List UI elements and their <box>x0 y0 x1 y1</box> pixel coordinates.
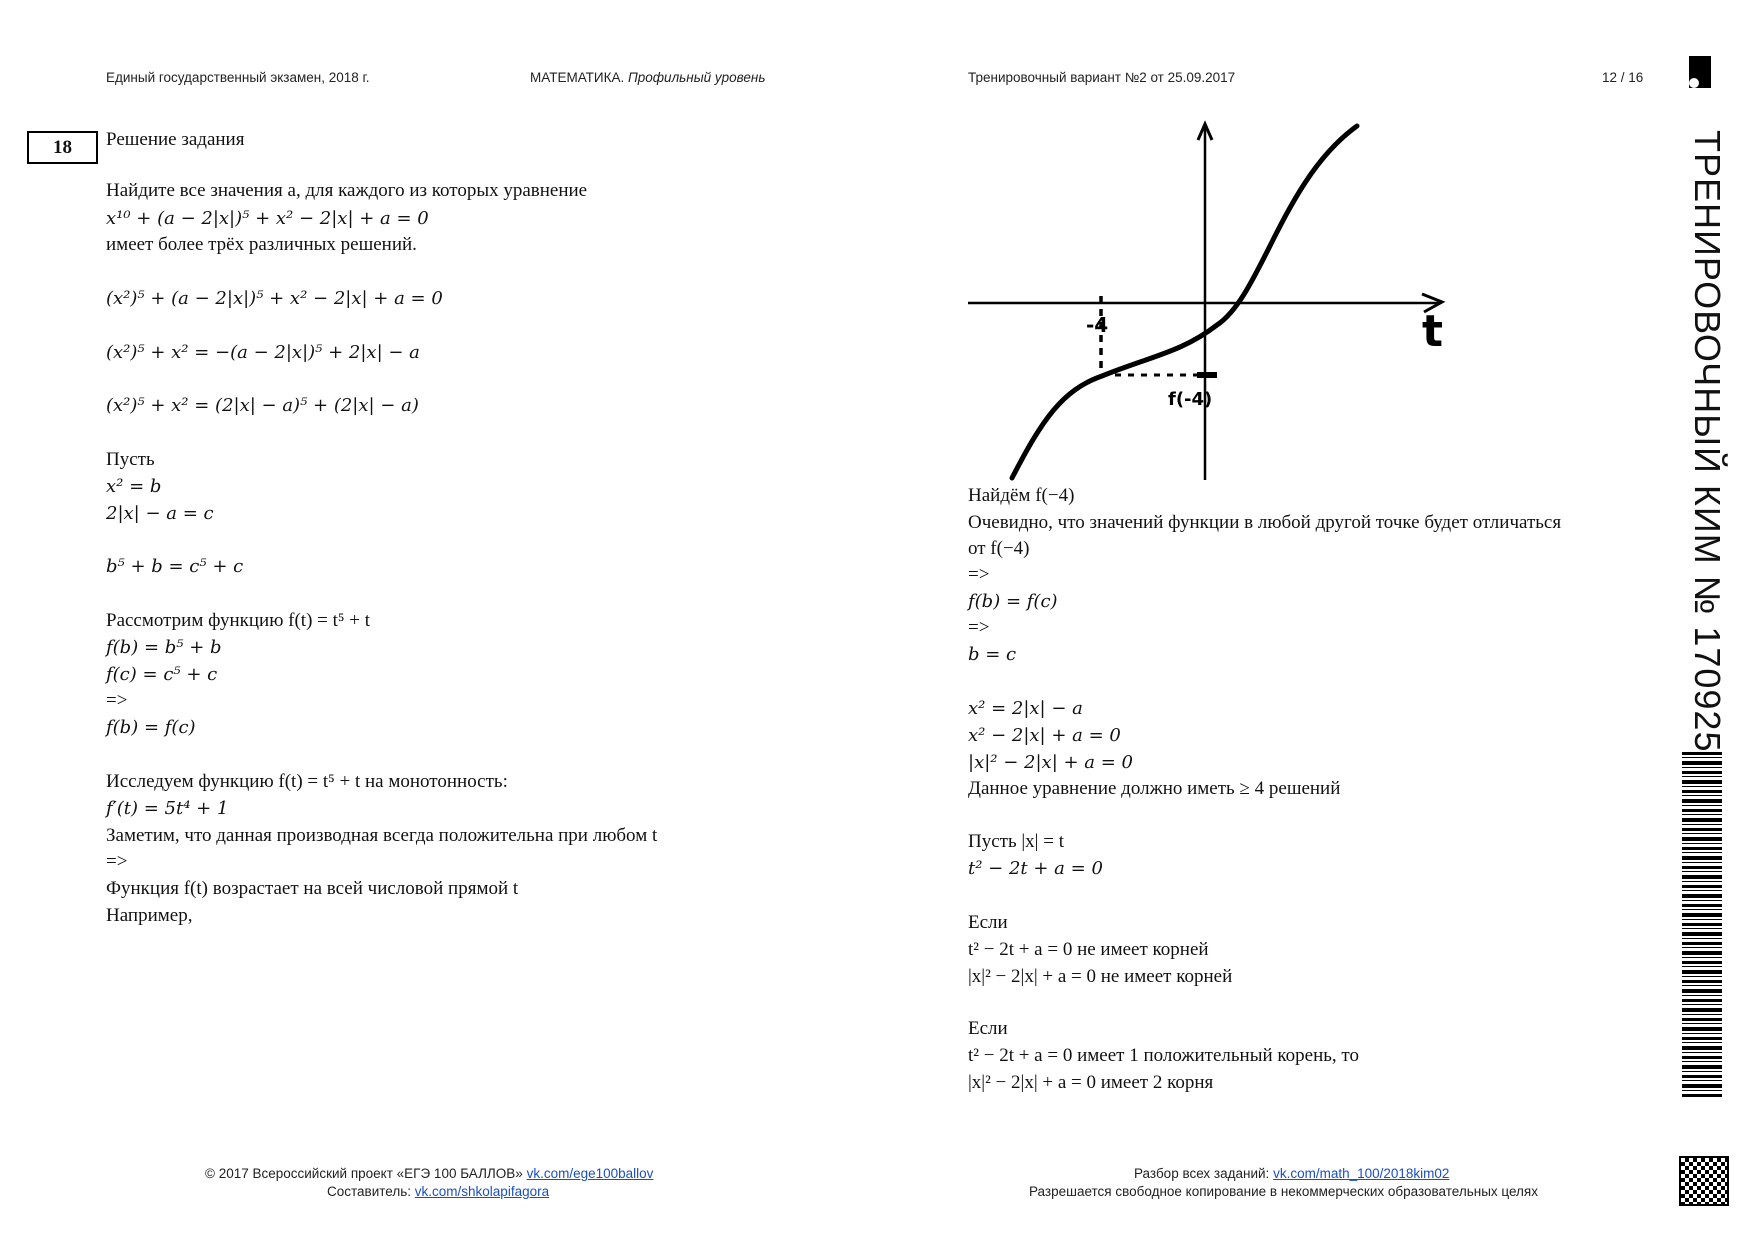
left-line: Найдите все значения a, для каждого из которых уравнение <box>106 180 588 201</box>
right-line: |x|² − 2|x| + a = 0 имеет 2 корня <box>968 1072 1214 1093</box>
left-line: x¹⁰ + (a − 2|x|)⁵ + x² − 2|x| + a = 0 <box>106 208 429 229</box>
left-line: f(b) = b⁵ + b <box>106 637 222 658</box>
header-subject <box>530 70 765 85</box>
left-line: (x²)⁵ + x² = (2|x| − a)⁵ + (2|x| − a) <box>106 395 419 416</box>
barcode-icon <box>1682 752 1722 1098</box>
header-exam: Единый государственный экзамен, 2018 г. <box>106 70 370 85</box>
footer-author-link[interactable]: vk.com/shkolapifagora <box>414 1184 550 1199</box>
left-line: x² = b <box>106 476 162 497</box>
right-line: t² − 2t + a = 0 имеет 1 положительный корень, то <box>968 1045 1359 1066</box>
right-line: Если <box>968 912 1008 933</box>
side-title <box>1687 130 1728 753</box>
left-line: 2|x| − a = c <box>106 503 214 524</box>
left-line: => <box>106 690 128 711</box>
header-level: Профильный уровень <box>627 70 766 85</box>
left-line: Например, <box>106 905 193 926</box>
left-line: Рассмотрим функцию f(t) = t⁵ + t <box>106 610 371 631</box>
tick-label: -4 <box>1086 313 1109 337</box>
footer-author <box>327 1184 549 1199</box>
value-label: f(-4) <box>1168 389 1213 410</box>
left-line: Пусть <box>106 449 155 470</box>
function-graph <box>962 120 1456 485</box>
left-line: имеет более трёх различных решений. <box>106 234 417 255</box>
left-line: (x²)⁵ + x² = −(a − 2|x|)⁵ + 2|x| − a <box>106 342 420 363</box>
header-subject-name: МАТЕМАТИКА. <box>530 70 625 85</box>
footer-copyright-text: © 2017 Всероссийский проект «ЕГЭ 100 БАЛЛОВ» <box>205 1166 523 1181</box>
right-line: Если <box>968 1018 1008 1039</box>
right-line: t² − 2t + a = 0 <box>968 858 1103 879</box>
left-line: Исследуем функцию f(t) = t⁵ + t на монотонность: <box>106 771 508 792</box>
logo-icon <box>1689 56 1711 88</box>
task-number: 18 <box>27 131 98 164</box>
right-line: Данное уравнение должно иметь ≥ 4 решений <box>968 778 1341 799</box>
left-line: Заметим, что данная производная всегда положительна при любом t <box>106 825 658 846</box>
left-line: Функция f(t) возрастает на всей числовой прямой t <box>106 878 519 899</box>
footer-license: Разрешается свободное копирование в некоммерческих образовательных целях <box>1029 1184 1538 1199</box>
right-line: Пусть |x| = t <box>968 831 1064 852</box>
left-line: f(b) = f(c) <box>106 717 196 738</box>
left-line: => <box>106 851 128 872</box>
footer-analysis-link[interactable]: vk.com/math_100/2018kim02 <box>1273 1166 1450 1181</box>
left-line: f(c) = c⁵ + c <box>106 664 218 685</box>
page-number: 12 / 16 <box>1602 70 1644 85</box>
right-line: |x|² − 2|x| + a = 0 <box>968 752 1133 773</box>
right-line: x² = 2|x| − a <box>968 698 1083 719</box>
right-line: Найдём f(−4) <box>968 485 1075 506</box>
right-line: Очевидно, что значений функции в любой другой точке будет отличаться <box>968 512 1562 533</box>
footer-copyright <box>205 1166 653 1181</box>
right-line: => <box>968 564 990 585</box>
left-line: f′(t) = 5t⁴ + 1 <box>106 798 229 819</box>
footer-author-text: Составитель: <box>327 1184 412 1199</box>
right-line: f(b) = f(c) <box>968 591 1058 612</box>
right-line: b = c <box>968 644 1017 665</box>
axis-label-t: t <box>1422 306 1444 357</box>
footer-copyright-link[interactable]: vk.com/ege100ballov <box>526 1166 654 1181</box>
side-title-text: ТРЕНИРОВОЧНЫЙ КИМ № 170925 <box>1687 130 1728 753</box>
footer-analysis-text: Разбор всех заданий: <box>1134 1166 1270 1181</box>
right-line: => <box>968 617 990 638</box>
header-variant: Тренировочный вариант №2 от 25.09.2017 <box>968 70 1236 85</box>
qr-code-icon <box>1679 1156 1729 1206</box>
left-line: b⁵ + b = c⁵ + c <box>106 556 244 577</box>
right-line: |x|² − 2|x| + a = 0 не имеет корней <box>968 966 1233 987</box>
left-line: (x²)⁵ + (a − 2|x|)⁵ + x² − 2|x| + a = 0 <box>106 288 443 309</box>
right-line: x² − 2|x| + a = 0 <box>968 725 1121 746</box>
footer-analysis <box>1134 1166 1449 1181</box>
right-line: от f(−4) <box>968 538 1030 559</box>
right-line: t² − 2t + a = 0 не имеет корней <box>968 939 1209 960</box>
task-title: Решение задания <box>106 129 245 150</box>
